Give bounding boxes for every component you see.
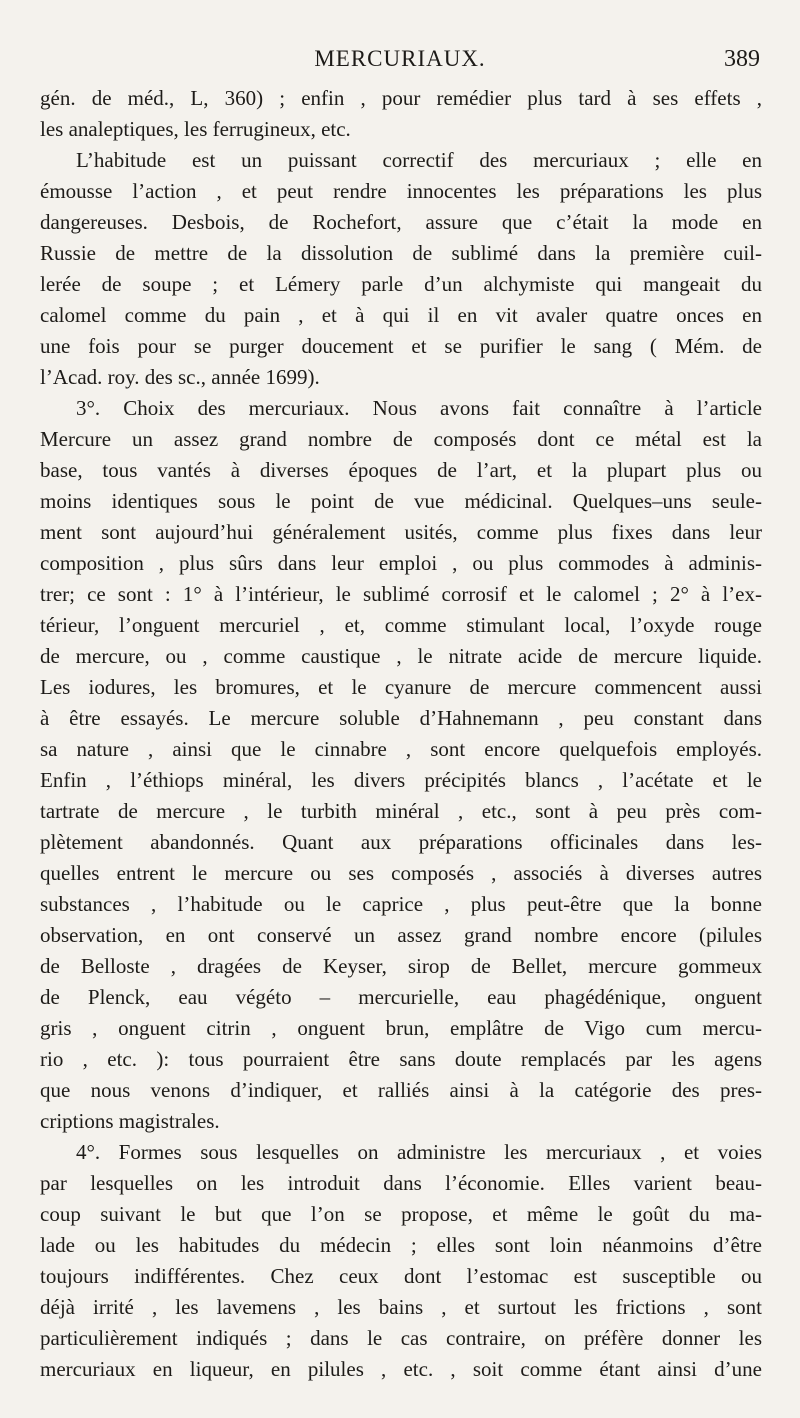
section-heading-line: 4°. Formes sous lesquelles on administre les mercuriaux , et voies — [76, 1140, 762, 1164]
text-line: observation, en ont conservé un assez grand nombre encore (pilules — [40, 923, 762, 947]
text-line: que nous venons d’indiquer, et ralliés ainsi à la catégorie des pres- — [40, 1078, 762, 1102]
text-line: coup suivant le but que l’on se propose, et même le goût du ma- — [40, 1202, 762, 1226]
text-line: tartrate de mercure , le turbith minéral , etc., sont à peu près com- — [40, 799, 762, 823]
text-line: lerée de soupe ; et Lémery parle d’un alchymiste qui mangeait du — [40, 272, 762, 296]
text-line: composition , plus sûrs dans leur emploi , ou plus commodes à adminis- — [40, 551, 762, 575]
text-line: particulièrement indiqués ; dans le cas contraire, on préfère donner les — [40, 1326, 762, 1350]
text-line: sa nature , ainsi que le cinnabre , sont encore quelquefois employés. — [40, 737, 762, 761]
text-line: substances , l’habitude ou le caprice , plus peut-être que la bonne — [40, 892, 762, 916]
text-line: une fois pour se purger doucement et se purifier le sang ( Mém. de — [40, 334, 762, 358]
text-line: quelles entrent le mercure ou ses composés , associés à diverses autres — [40, 861, 762, 885]
text-line: Russie de mettre de la dissolution de sublimé dans la première cuil- — [40, 241, 762, 265]
text-line: base, tous vantés à diverses époques de l’art, et la plupart plus ou — [40, 458, 762, 482]
text-line: rio , etc. ): tous pourraient être sans doute remplacés par les agens — [40, 1047, 762, 1071]
text-line: plètement abandonnés. Quant aux préparations officinales dans les- — [40, 830, 762, 854]
text-line: moins identiques sous le point de vue médicinal. Quelques–uns seule- — [40, 489, 762, 513]
text-line: toujours indifférentes. Chez ceux dont l’estomac est susceptible ou — [40, 1264, 762, 1288]
paragraph-start-line: L’habitude est un puissant correctif des mercuriaux ; elle en — [76, 148, 762, 172]
text-line: les analeptiques, les ferrugineux, etc. — [40, 117, 351, 141]
text-line: mercuriaux en liqueur, en pilules , etc. , soit comme étant ainsi d’une — [40, 1357, 762, 1381]
running-title: MERCURIAUX. — [314, 46, 486, 71]
text-line: l’Acad. roy. des sc., année 1699). — [40, 365, 320, 389]
text-line: gén. de méd., L, 360) ; enfin , pour remédier plus tard à ses effets , — [40, 86, 762, 110]
text-line: Les iodures, les bromures, et le cyanure de mercure commencent aussi — [40, 675, 762, 699]
section-heading-line: 3°. Choix des mercuriaux. Nous avons fait connaître à l’article — [76, 396, 762, 420]
text-line: émousse l’action , et peut rendre innocentes les préparations les plus — [40, 179, 762, 203]
text-line: lade ou les habitudes du médecin ; elles sont loin néanmoins d’être — [40, 1233, 762, 1257]
page-number: 389 — [724, 46, 760, 72]
text-line: Enfin , l’éthiops minéral, les divers précipités blancs , l’acétate et le — [40, 768, 762, 792]
text-line: dangereuses. Desbois, de Rochefort, assure que c’était la mode en — [40, 210, 762, 234]
text-line: déjà irrité , les lavemens , les bains , et surtout les frictions , sont — [40, 1295, 762, 1319]
text-line: trer; ce sont : 1° à l’intérieur, le sublimé corrosif et le calomel ; 2° à l’ex- — [40, 582, 762, 606]
text-line: de Belloste , dragées de Keyser, sirop de Bellet, mercure gommeux — [40, 954, 762, 978]
text-line: Mercure un assez grand nombre de composés dont ce métal est la — [40, 427, 762, 451]
text-line: criptions magistrales. — [40, 1109, 220, 1133]
text-line: de mercure, ou , comme caustique , le nitrate acide de mercure liquide. — [40, 644, 762, 668]
text-line: calomel comme du pain , et à qui il en vit avaler quatre onces en — [40, 303, 762, 327]
text-line: ment sont aujourd’hui généralement usités, comme plus fixes dans leur — [40, 520, 762, 544]
text-line: à être essayés. Le mercure soluble d’Hahnemann , peu constant dans — [40, 706, 762, 730]
text-line: par lesquelles on les introduit dans l’économie. Elles varient beau- — [40, 1171, 762, 1195]
text-line: de Plenck, eau végéto – mercurielle, eau phagédénique, onguent — [40, 985, 762, 1009]
text-line: térieur, l’onguent mercuriel , et, comme stimulant local, l’oxyde rouge — [40, 613, 762, 637]
body-text — [40, 75, 762, 1395]
text-line: gris , onguent citrin , onguent brun, emplâtre de Vigo cum mercu- — [40, 1016, 762, 1040]
